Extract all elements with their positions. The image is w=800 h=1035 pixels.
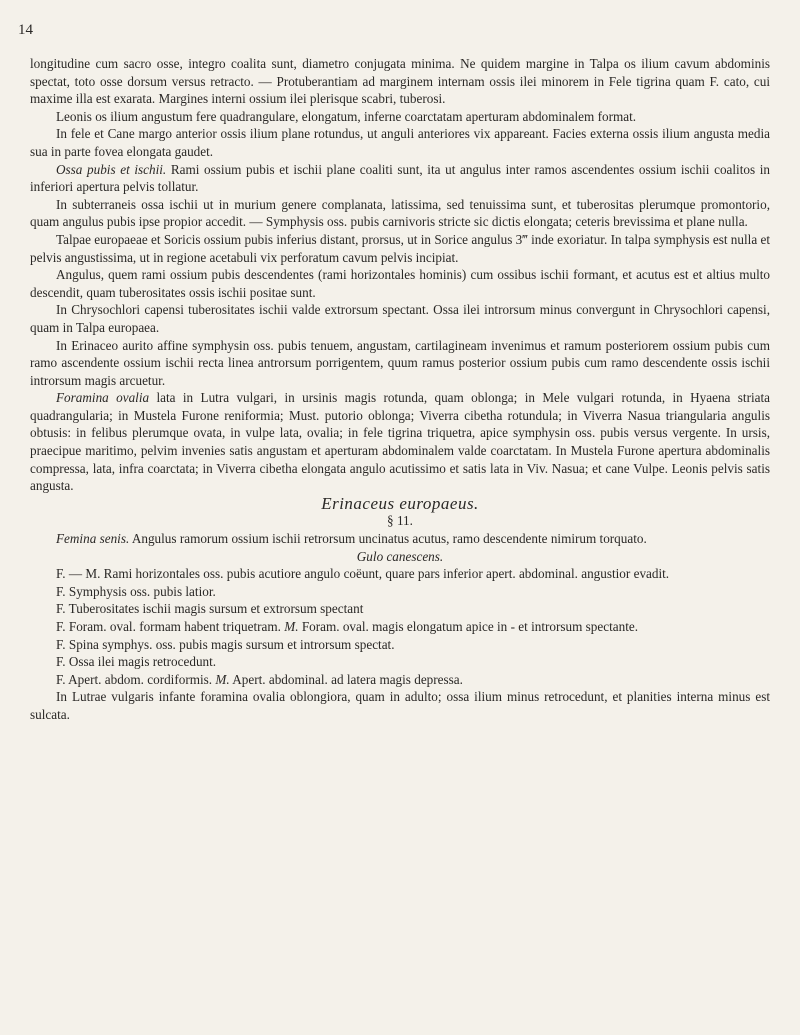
paragraph bbox=[30, 125, 770, 160]
text-segment: Foram. oval. magis elongatum apice in - et introrsum spectante. bbox=[298, 619, 639, 634]
text-segment: F. Spina symphys. oss. pubis magis sursum et introrsum spectat. bbox=[56, 636, 395, 652]
italic-text: M. bbox=[284, 619, 299, 634]
text-segment: F. Tuberositates ischii magis sursum et extrorsum spectant bbox=[56, 601, 364, 617]
text-segment: lata in Lutra vulgari, in ursinis magis rotunda, quam oblonga; in Mele vulgari rotunda, in Hyaena striata quadrangularia; in Mustela Furone reniformia; Must. putorio oblonga; Viverra cibetha rotundula; in Viverra Nasua triangularia angulis obtusis: in felibus plerumque ovata, in vulpe lata, ovalia; in fele tigrina triquetra, apice symphysin oss. pubis versus vergente. In ursis, praecipue maritimo, pelvim invenies satis angustam et aperturam abdominalem valde coarctatam. In Mustela Furone apertura abdominalis compressa, lata, infra coarctata; in Viverra cibetha elongata angulo acutissimo et satis lata in Viv. Nasua; et cane Vulpe. Leonis pelvis satis angusta. bbox=[30, 390, 770, 494]
text-segment: In Chrysochlori capensi tuberositates ischii valde extrorsum spectant. Ossa ilei introrsum minus convergunt in Chrysochlori capensi, quam in Talpa europaea. bbox=[30, 302, 770, 335]
text-segment: F. Apert. abdom. cordiformis. bbox=[56, 671, 216, 687]
gulo-line bbox=[30, 600, 770, 618]
italic-text: Foramina ovalia bbox=[56, 390, 150, 406]
text-segment: F. Ossa ilei magis retrocedunt. bbox=[56, 654, 217, 670]
page-number: 14 bbox=[18, 22, 33, 38]
femina-paragraph bbox=[30, 530, 770, 548]
italic-text: Femina senis. bbox=[56, 531, 130, 547]
text-segment: Rami ossium pubis et ischii plane coaliti sunt, ita ut angulus inter ramos ascendentes ossium ischii coalitos in inferiori apertura pelvis tollatur. bbox=[30, 161, 770, 195]
gulo-line bbox=[30, 671, 770, 689]
section-heading: Erinaceus europaeus. bbox=[321, 493, 479, 513]
paragraph bbox=[30, 337, 770, 390]
gulo-line bbox=[30, 565, 770, 583]
paragraph bbox=[30, 231, 770, 266]
text-segment: Talpae europaeae et Soricis ossium pubis inferius distant, prorsus, ut in Sorice angulus 3‴ inde exoriatur. In talpa symphysis est nulla et pelvis angustissima, ut in regione acetabuli vix perforatum cavum pelvis incipiat. bbox=[30, 231, 770, 265]
paragraph bbox=[30, 55, 770, 108]
text-segment: Apert. abdominal. ad latera magis depressa. bbox=[229, 671, 463, 687]
subheading: Gulo canescens. bbox=[356, 548, 444, 564]
text-segment: longitudine cum sacro osse, integro coalita sunt, diametro conjugata minima. Ne quidem margine in Talpa os ilium cavum abdominis spectat, toto osse dorsum versus retracto. — Protuberantiam ad marginem internam ossis ilei minorem in Fele tigrina quam F. cato, cui maxime illa est exarata. Margines interni ossium ilei plerisque scabri, tuberosi. bbox=[30, 56, 770, 107]
text-segment: F. Foram. oval. formam habent triquetram. bbox=[56, 619, 285, 634]
text-segment: F. — M. Rami horizontales oss. pubis acutiore angulo coëunt, quare pars inferior apert. abdominal. angustior evadit. bbox=[56, 566, 670, 582]
italic-text: M. bbox=[215, 671, 230, 687]
gulo-line bbox=[30, 636, 770, 654]
text-segment: In subterraneis ossa ischii ut in murium genere complanata, latissima, sed tenuissima sunt, et tuberositas plerumque promontorio, quam angulus pubis ipse propior accedit. — Symphysis oss. pubis carnivoris stricte sic dictis elongata; ceteris brevissima et plane nulla. bbox=[30, 196, 770, 230]
gulo-list bbox=[30, 565, 770, 723]
paragraph bbox=[30, 266, 770, 301]
paragraph-list bbox=[30, 55, 770, 495]
paragraph bbox=[30, 108, 770, 126]
section-number: § 11. bbox=[387, 513, 413, 529]
text-segment: Angulus ramorum ossium ischii retrorsum uncinatus acutus, ramo descendente nimirum torquato. bbox=[129, 531, 647, 547]
text-segment: In Erinaceo aurito affine symphysin oss. pubis tenuem, angustam, cartilagineam invenimus et ramum posteriorem ossium pubis cum ramo ascendente ossium ischii recta linea antrorsum porrigentem, quum ramus posterior ossium pubis cum ramo descendente ossis ischii introrsum magis arcuetur. bbox=[30, 337, 770, 388]
body-text bbox=[30, 55, 770, 724]
text-segment: In fele et Cane margo anterior ossis ilium plane rotundus, ut anguli anteriores vix appareant. Facies externa ossis ilium angusta media sua in parte fovea elongata gaudet. bbox=[30, 126, 770, 159]
paragraph bbox=[30, 301, 770, 336]
gulo-line bbox=[30, 618, 770, 636]
gulo-line bbox=[30, 688, 770, 723]
text-segment: F. Symphysis oss. pubis latior. bbox=[56, 583, 216, 599]
text-segment: In Lutrae vulgaris infante foramina ovalia oblongiora, quam in adulto; ossa ilium minus retrocedunt, et planities interna minus est sulcata. bbox=[30, 689, 770, 722]
text-segment: Leonis os ilium angustum fere quadrangulare, elongatum, inferne coarctatam aperturam abdominalem format. bbox=[56, 108, 637, 124]
paragraph bbox=[30, 389, 770, 495]
gulo-line bbox=[30, 583, 770, 601]
text-segment: Angulus, quem rami ossium pubis descendentes (rami horizontales hominis) cum ossibus ischii formant, et acutus est et altius multo descendit, quam tuberositates ossis ischii positae sunt. bbox=[30, 267, 770, 300]
italic-text: Ossa pubis et ischii. bbox=[56, 161, 167, 177]
gulo-line bbox=[30, 653, 770, 671]
paragraph bbox=[30, 196, 770, 231]
paragraph bbox=[30, 161, 770, 196]
